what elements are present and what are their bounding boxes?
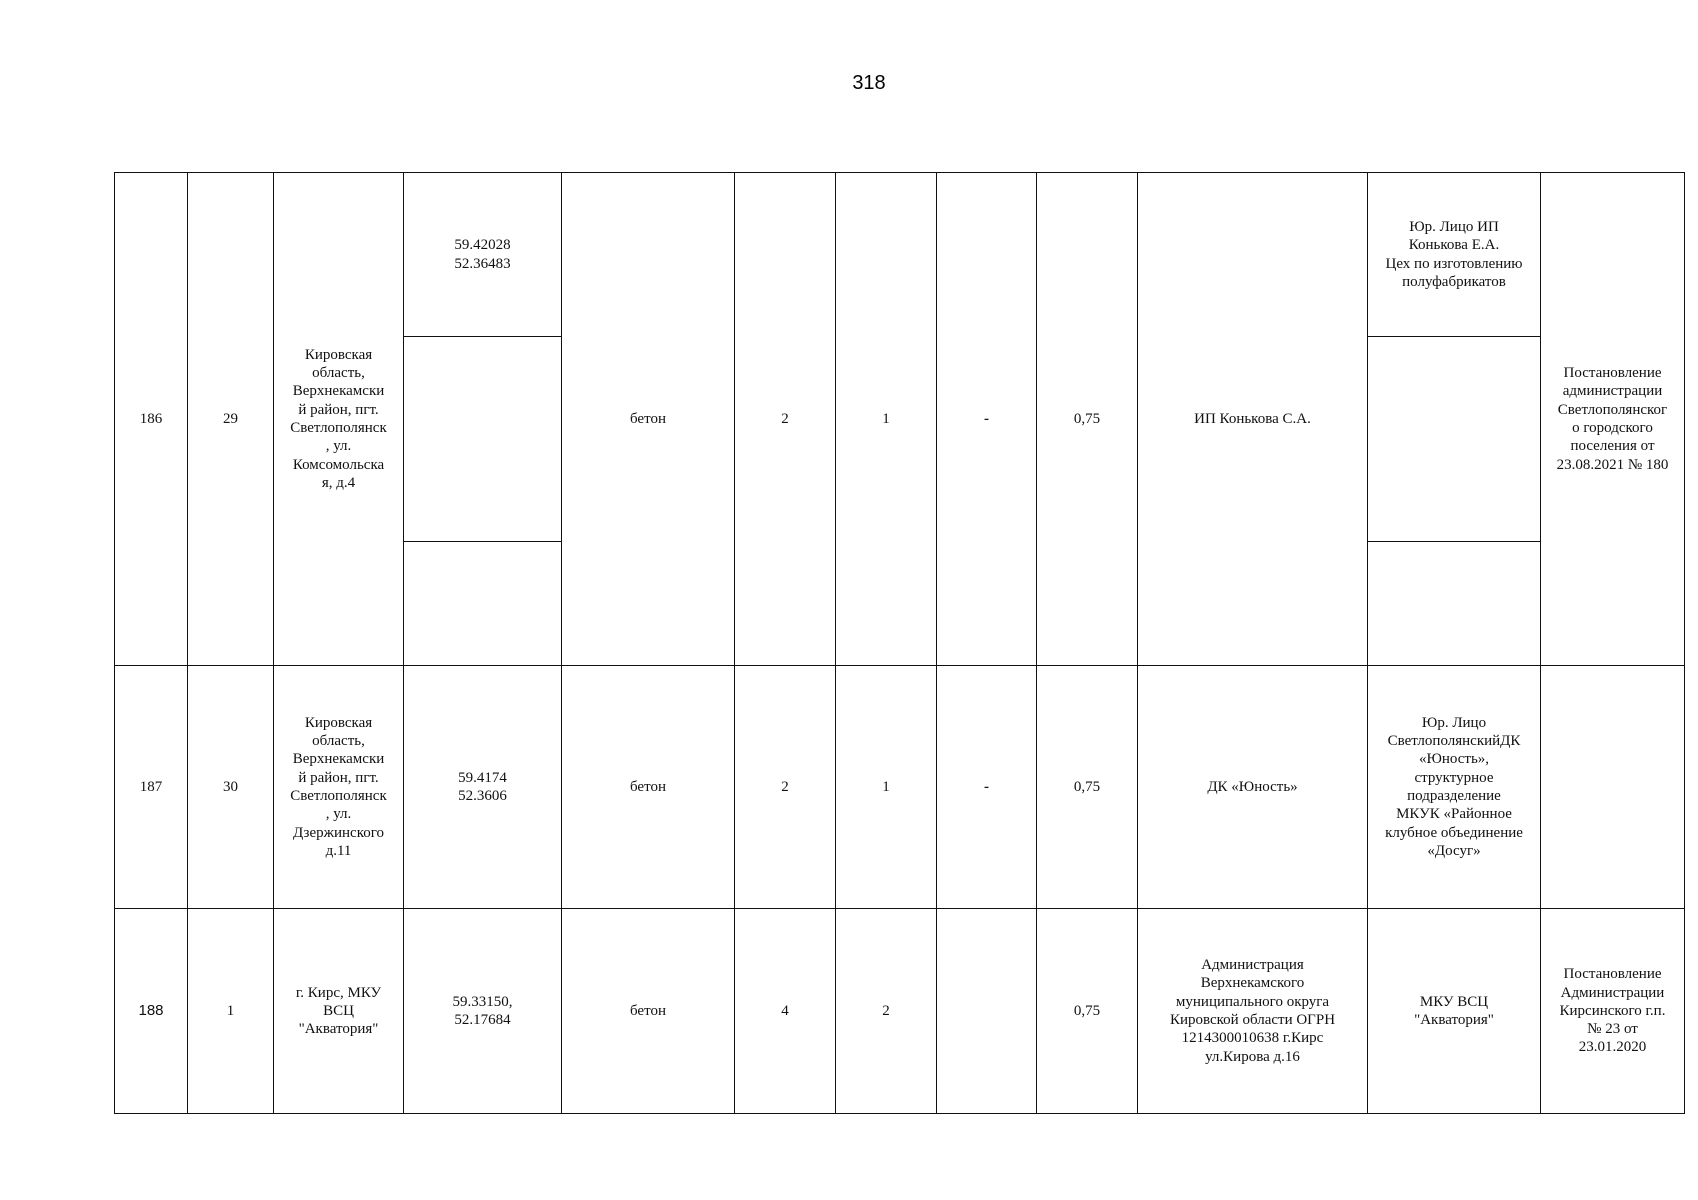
local-number: 30 [188, 666, 274, 909]
owner-cell: Администрация Верхнекамского муниципального округа Кировской области ОГРН 1214300010638 г.Кирс ул.Кирова д.16 [1138, 909, 1368, 1114]
coords-cell: 59.4174 52.3606 [404, 666, 562, 909]
local-number: 29 [188, 173, 274, 666]
local-number: 1 [188, 909, 274, 1114]
page-number: 318 [852, 72, 886, 94]
surface-cell: бетон [562, 173, 735, 666]
table-row [115, 173, 1685, 337]
sources-cell: МКУ ВСЦ "Акватория" [1368, 909, 1541, 1114]
registry-table [114, 172, 1685, 1114]
volume-cell: 0,75 [1037, 666, 1138, 909]
coords-extra-cell [404, 337, 562, 542]
coords-cell: 59.33150, 52.17684 [404, 909, 562, 1114]
containers-count-cell: 4 [735, 909, 836, 1114]
owner-cell: ИП Конькова С.А. [1138, 173, 1368, 666]
coords-extra-cell [404, 542, 562, 666]
address-cell: г. Кирс, МКУ ВСЦ "Акватория" [274, 909, 404, 1114]
containers-count-cell: 2 [735, 173, 836, 666]
volume-cell: 0,75 [1037, 909, 1138, 1114]
row-number: 188 [115, 909, 188, 1114]
surface-cell: бетон [562, 909, 735, 1114]
containers-count-cell: 2 [735, 666, 836, 909]
containers-other-cell: - [937, 173, 1037, 666]
document-cell: Постановление администрации Светлополянског о городского поселения от 23.08.2021 № 180 [1541, 173, 1685, 666]
row-number: 187 [115, 666, 188, 909]
row-number: 186 [115, 173, 188, 666]
table-row [115, 666, 1685, 909]
address-cell: Кировская область, Верхнекамски й район, пгт. Светлополянск , ул. Комсомольска я, д.4 [274, 173, 404, 666]
document-cell: Постановление Администрации Кирсинского г.п. № 23 от 23.01.2020 [1541, 909, 1685, 1114]
sources-cell: Юр. Лицо СветлополянскийДК «Юность», структурное подразделение МКУК «Районное клубное объединение «Досуг» [1368, 666, 1541, 909]
sources-cell: Юр. Лицо ИП Конькова Е.А. Цех по изготовлению полуфабрикатов [1368, 173, 1541, 337]
containers-other-cell: - [937, 666, 1037, 909]
document-cell [1541, 666, 1685, 909]
surface-cell: бетон [562, 666, 735, 909]
containers-planned-cell: 1 [836, 173, 937, 666]
volume-cell: 0,75 [1037, 173, 1138, 666]
sources-extra-cell [1368, 542, 1541, 666]
owner-cell: ДК «Юность» [1138, 666, 1368, 909]
containers-other-cell [937, 909, 1037, 1114]
sources-extra-cell [1368, 337, 1541, 542]
containers-planned-cell: 1 [836, 666, 937, 909]
address-cell: Кировская область, Верхнекамски й район, пгт. Светлополянск , ул. Дзержинского д.11 [274, 666, 404, 909]
table-row [115, 909, 1685, 1114]
containers-planned-cell: 2 [836, 909, 937, 1114]
coords-cell: 59.42028 52.36483 [404, 173, 562, 337]
